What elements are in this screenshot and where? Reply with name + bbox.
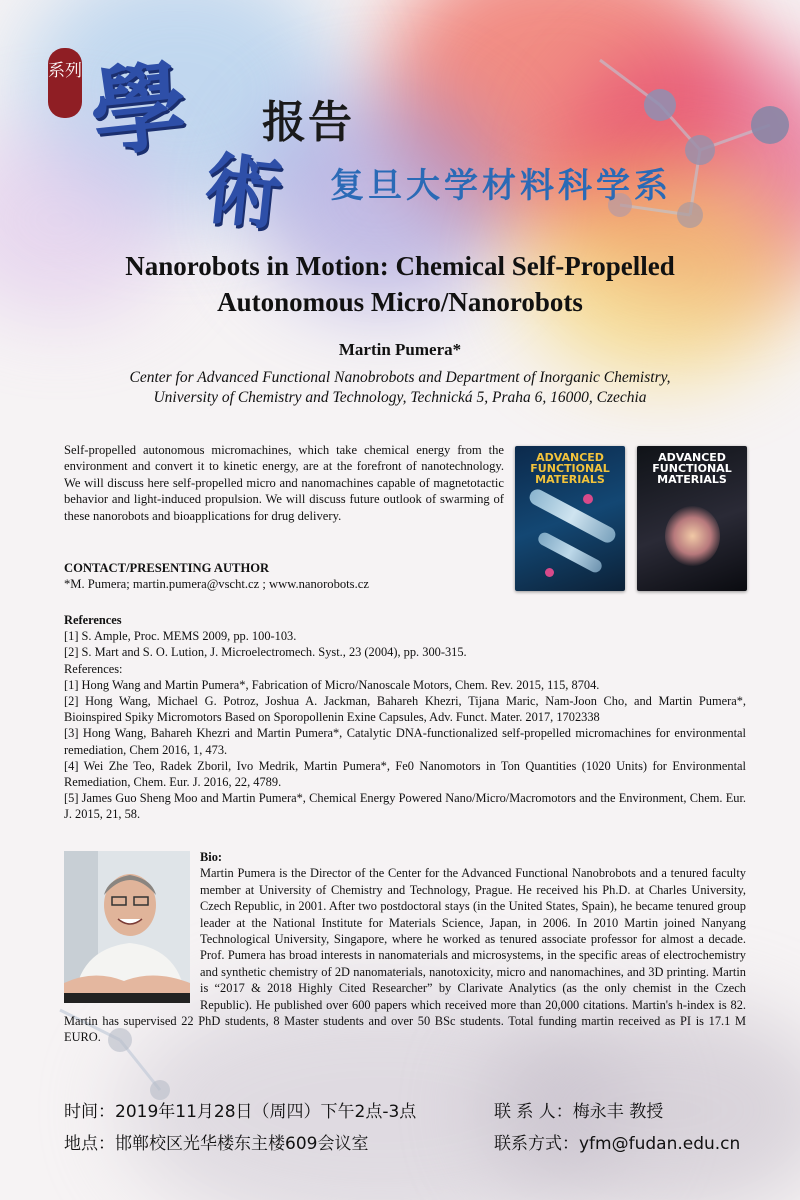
contact-email: 联系方式：yfm@fudan.edu.cn xyxy=(494,1134,741,1154)
reference-item: [2] Hong Wang, Michael G. Potroz, Joshua A. Jackman, Bahareh Khezri, Tijana Maric, Nam-Joon Cho, and Martin Pumera*, Bioinspired Spiky Micromotors Based on Sporopollenin Exine Capsules, Adv. Funct. Mater. 2017, 1702338 xyxy=(64,694,746,725)
references-heading: References xyxy=(64,613,122,627)
academic-char-2: 術 xyxy=(199,143,287,242)
contact-heading: CONTACT/PRESENTING AUTHOR xyxy=(64,561,270,575)
event-time: 时间：2019年11月28日（周四）下午2点-3点 xyxy=(64,1102,417,1122)
reference-item: [3] Hong Wang, Bahareh Khezri and Martin Pumera*, Catalytic DNA-functionalized self-propelled micromachines for environmental remediation, Chem 2016, 1, 473. xyxy=(64,726,746,757)
journal-cover-2 xyxy=(637,446,747,591)
reference-item: [4] Wei Zhe Teo, Radek Zboril, Ivo Medrik, Martin Pumera*, Fe0 Nanomotors in Ton Quantities (1020 Units) for Environmental Remediation, Chem. Eur. J. 2016, 22, 4789. xyxy=(64,758,746,790)
journal-cover-1 xyxy=(515,446,625,591)
contact-person: 联 系 人：梅永丰 教授 xyxy=(494,1102,664,1122)
reference-item: [2] S. Mart and S. O. Lution, J. Microelectromech. Syst., 23 (2004), pp. 300-315. xyxy=(64,645,467,660)
reference-item: [1] S. Ample, Proc. MEMS 2009, pp. 100-103. xyxy=(64,629,297,644)
reference-item: [5] James Guo Sheng Moo and Martin Pumera*, Chemical Energy Powered Nano/Micro/Macromotors and the Environment, Chem. Eur. J. 2015, 21, 58. xyxy=(64,791,746,822)
bio-block xyxy=(64,849,746,1046)
references-block xyxy=(64,612,746,823)
cover2-title: ADVANCED FUNCTIONAL MATERIALS xyxy=(652,451,732,486)
series-seal: 系列 xyxy=(48,48,82,118)
abstract-text: Self-propelled autonomous micromachines, which take chemical energy from the environment and convert it to kinetic energy, are at the forefront of nanotechnology. We will discuss here self-propelled micro and nanomachines capable of magnetotactic behavior and light-induced propulsion. We will discuss future outlook of swarming of these nanorobots and bioapplications for drug delivery. xyxy=(64,443,504,523)
academic-char-1: 學 xyxy=(85,48,193,171)
speaker-name: Martin Pumera* xyxy=(338,340,462,359)
bio-text: Martin Pumera is the Director of the Center for the Advanced Functional Nanobrobots and a tenured faculty member at University of Chemistry and Technology, Prague. He received his Ph.D. at Charles University, Czech Republic, in 2001. After two postdoctoral stays (in the United States, Spain), he became tenured group leader at the National Institute for Materials Science, Japan, in 2006. In 2010 Martin joined Nanyang Technological University, Singapore, where he worked as tenured associate professor for almost a decade. Prof. Pumera has broad interests in nanomaterials and microsystems, in the specific areas of electrochemistry and synthetic chemistry of 2D nanomaterials, nanotoxicity, micro and nanomachines, and 3D printing. Martin is “2017 & 2018 Highly Cited Researcher” by Clarivate Analytics (as the only chemist in the Czech Republic). He published over 600 papers which received more than 20,000 citations. Martin's h-index is 82. Martin has supervised 22 PhD students, 8 Master students and over 50 BSc students. Total funding martin received as PI is 17.1 M EURO. xyxy=(64,866,746,1045)
reference-item: References: xyxy=(64,661,123,676)
bio-heading: Bio: xyxy=(200,850,223,864)
talk-title xyxy=(40,248,760,320)
talk-title-line2: Autonomous Micro/Nanorobots xyxy=(217,287,583,317)
cover1-title: ADVANCED FUNCTIONAL MATERIALS xyxy=(530,451,610,486)
event-location: 地点：邯郸校区光华楼东主楼609会议室 xyxy=(64,1134,369,1154)
speaker-affiliation xyxy=(60,368,740,408)
talk-title-line1: Nanorobots in Motion: Chemical Self-Propelled xyxy=(125,251,675,281)
reference-item: [1] Hong Wang and Martin Pumera*, Fabrication of Micro/Nanoscale Motors, Chem. Rev. 2015, 115, 8704. xyxy=(64,677,600,692)
contact-block xyxy=(64,560,504,592)
report-label: 报告 xyxy=(262,97,354,148)
contact-text: *M. Pumera; martin.pumera@vscht.cz ; www.nanorobots.cz xyxy=(64,577,369,591)
department-name: 复旦大学材料科学系 xyxy=(330,166,672,206)
affiliation-line2: University of Chemistry and Technology, Technická 5, Praha 6, 16000, Czechia xyxy=(153,389,647,406)
affiliation-line1: Center for Advanced Functional Nanobrobots and Department of Inorganic Chemistry, xyxy=(129,369,671,386)
